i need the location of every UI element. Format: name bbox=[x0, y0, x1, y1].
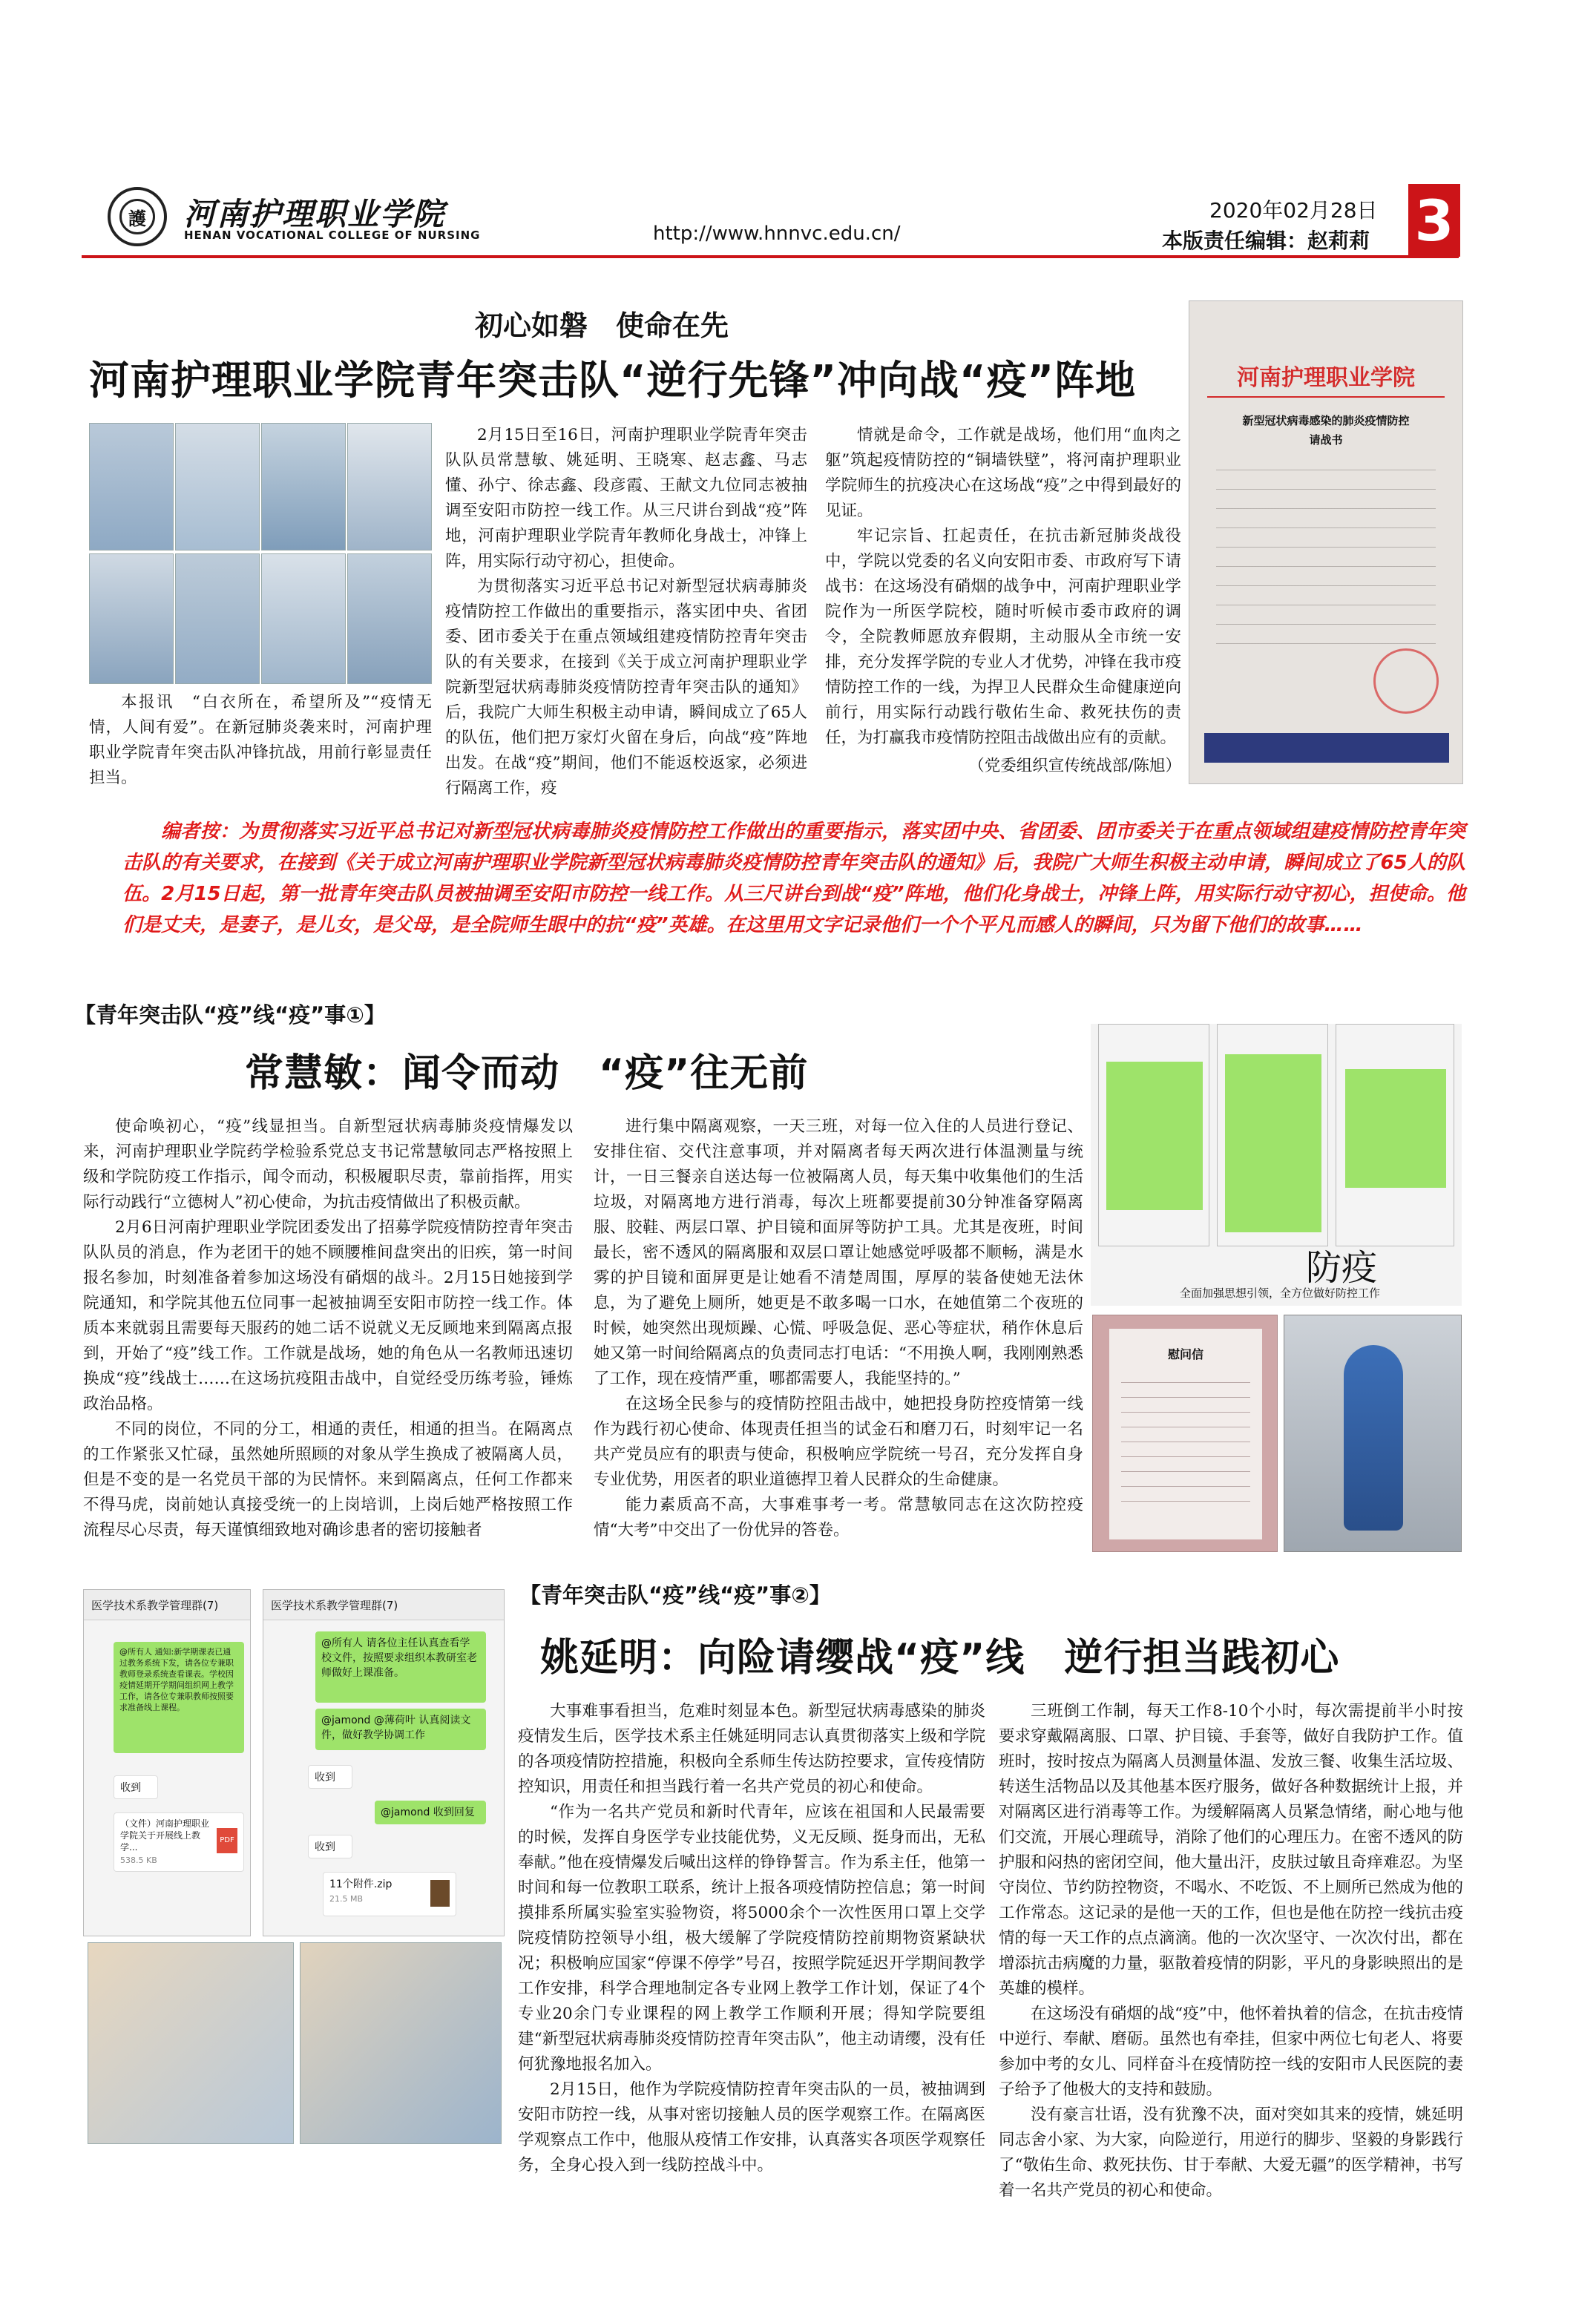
photo-team-member bbox=[261, 423, 346, 550]
condolence-letter-photo bbox=[1092, 1315, 1278, 1552]
petition-subtitle-2: 请战书 bbox=[1309, 433, 1343, 447]
article1-paragraph: 为贯彻落实习近平总书记对新型冠状病毒肺炎疫情防控工作做出的重要指示，落实团中央、省团委、团市委关于在重点领域组建疫情防控青年突击队的有关要求，在接到《关于成立河南护理职业学院新型冠状病毒肺炎疫情防控青年突击队的通知》后，我院广大师生积极主动申请，瞬间成立了65人的队伍，他们把万家灯火留在身后，向战“疫”阵地出发。在战“疫”期间，他们不能返校返家，必须进行隔离工作，疫 bbox=[445, 577, 807, 798]
petition-footer-bar bbox=[1204, 733, 1449, 763]
chat-message: @所有人 通知:新学期课表已通过教务系统下发，请各位专兼职教师登录系统查看课表。学校因疫情延期开学期间组织网上教学工作，请各位专兼职教师按照要求准备线上课程。 bbox=[114, 1642, 244, 1753]
article1-title: 河南护理职业学院青年突击队“逆行先锋”冲向战“疫”阵地 bbox=[89, 357, 1136, 404]
file-size: 538.5 KB bbox=[120, 1856, 157, 1865]
story2-column-1 bbox=[518, 1699, 985, 2178]
chat-header: 医学技术系教学管理群(7) bbox=[263, 1590, 504, 1620]
chat-reply: 收到 bbox=[114, 1775, 158, 1799]
story1-paragraph: 在这场全民参与的疫情防控阻击战中，她把投身防控疫情第一线作为践行初心使命、体现责任担当的试金石和磨刀石，时刻牢记一名共产党员应有的职责与使命，积极响应学院统一号召，充分发挥自身专业优势，用医者的职业道德捍卫着人民群众的生命健康。 bbox=[594, 1395, 1083, 1489]
story1-paragraph: 不同的岗位，不同的分工，相通的责任，相通的担当。在隔离点的工作紧张又忙碌，虽然她所照顾的对象从学生换成了被隔离人员，但是不变的是一名党员干部的为民情怀。来到隔离点，任何工作都来不得马虎，岗前她认真接受统一的上岗培训，上岗后她严格按照工作流程尽心尽责，每天谨慎细致地对确诊患者的密切接触者 bbox=[83, 1420, 573, 1539]
chat-reply: 收到 bbox=[308, 1765, 352, 1789]
photo-team-member bbox=[89, 423, 174, 550]
chat-reply: 收到 bbox=[308, 1835, 352, 1858]
story1-column-2 bbox=[594, 1114, 1083, 1543]
chat-message: @所有人 请各位主任认真查看学校文件，按照要求组织本教研室老师做好上课准备。 bbox=[315, 1631, 486, 1703]
article1-source: （党委组织宣传统战部/陈旭） bbox=[968, 757, 1181, 775]
school-name-english: HENAN VOCATIONAL COLLEGE OF NURSING bbox=[184, 229, 481, 242]
chat-header: 医学技术系教学管理群(7) bbox=[84, 1590, 250, 1620]
photo-team-member bbox=[347, 553, 432, 684]
file-name: （文件）河南护理职业学院关于开展线上教学... bbox=[120, 1818, 210, 1853]
article1-subtitle: 初心如磐 使命在先 bbox=[475, 309, 729, 342]
header-divider bbox=[82, 255, 1459, 258]
article1-paragraph: 情就是命令，工作就是战场，他们用“血肉之躯”筑起疫情防控的“铜墙铁壁”，将河南护理职业学院师生的抗疫决心在这场战“疫”之中得到最好的见证。 bbox=[825, 426, 1181, 520]
page-number-badge: 3 bbox=[1408, 184, 1460, 257]
petition-stamp bbox=[1373, 648, 1439, 714]
article1-column-1 bbox=[445, 423, 807, 801]
story1-caption-small: 全面加强思想引领，全方位做好防控工作 bbox=[1180, 1286, 1381, 1300]
photo-team-member bbox=[347, 423, 432, 550]
photo-team-member bbox=[261, 553, 346, 684]
page-editor: 本版责任编辑：赵莉莉 bbox=[1162, 229, 1370, 253]
article1-lead-paragraph: 本报讯 “白衣所在，希望所及”“疫情无情，人间有爱”。在新冠肺炎袭来时，河南护理职业学院青年突击队冲锋抗战，用前行彰显责任担当。 bbox=[89, 693, 432, 787]
chat-message: @jamond @薄荷叶 认真阅读文件，做好教学协调工作 bbox=[315, 1709, 486, 1750]
protective-suit-photo bbox=[1284, 1315, 1462, 1552]
article1-lead bbox=[89, 690, 432, 791]
story1-paragraph: 2月6日河南护理职业学院团委发出了招募学院疫情防控青年突击队队员的消息，作为老团干的她不顾腰椎间盘突出的旧疾，第一时间报名参加，时刻准备着参加这场没有硝烟的战斗。2月15日她接到学院通知，和学院其他五位同事一起被抽调至安阳市防控一线工作。体质本来就弱且需要每天服药的她二话不说就义无反顾地来到隔离点报到，开始了“疫”线工作。工作就是战场，她的角色从一名教师迅速切换成“疫”线战士……在这场抗疫阻击战中，自觉经受历练考验，锤炼政治品格。 bbox=[83, 1218, 573, 1413]
editor-note-text: 编者按：为贯彻落实习近平总书记对新型冠状病毒肺炎疫情防控工作做出的重要指示，落实团中央、省团委、团市委关于在重点领域组建疫情防控青年突击队的有关要求，在接到《关于成立河南护理职业学院新型冠状病毒肺炎疫情防控青年突击队的通知》后，我院广大师生积极主动申请，瞬间成立了65人的队伍。2月15日起，第一批青年突击队员被抽调至安阳市防控一线工作。从三尺讲台到战“疫”阵地，他们化身战士，冲锋上阵，用实际行动守初心，担使命。他们是丈夫，是妻子，是儿女，是父母，是全院师生眼中的抗“疫”英雄。在这里用文字记录他们一个个平凡而感人的瞬间，只为留下他们的故事…… bbox=[122, 821, 1465, 936]
school-name-chinese: 河南护理职业学院 bbox=[184, 196, 446, 232]
seal-inner-ring bbox=[119, 199, 155, 234]
chat-bubble bbox=[1225, 1054, 1321, 1232]
story2-series-tag: 【青年突击队“疫”线“疫”事②】 bbox=[519, 1582, 831, 1608]
chat-bubble bbox=[1345, 1069, 1446, 1188]
article1-photo-collage bbox=[89, 423, 432, 684]
story2-title: 姚延明：向险请缨战“疫”线 逆行担当践初心 bbox=[540, 1636, 1340, 1680]
chat-bubble bbox=[1106, 1062, 1203, 1210]
phone-screenshot bbox=[1098, 1024, 1209, 1246]
article1-paragraph: 牢记宗旨、扛起责任，在抗击新冠肺炎战役中，学院以党委的名义向安阳市委、市政府写下请战书：在这场没有硝烟的战争中，河南护理职业学院作为一所医学院校，随时听候市委市政府的调令，全院教师愿放弃假期，主动服从全市统一安排，充分发挥学院的专业人才优势，冲锋在我市疫情防控工作的一线，为捍卫人民群众生命健康逆向前行，用实际行动践行敬佑生命、救死扶伤的责任，为打赢我市疫情防控阻击战做出应有的贡献。 bbox=[825, 527, 1181, 747]
chat-file-attachment bbox=[323, 1872, 456, 1916]
chat-screenshot-2 bbox=[263, 1589, 505, 1936]
story2-paragraph: 三班倒工作制，每天工作8-10个小时，每次需提前半小时按要求穿戴隔离服、口罩、护目镜、手套等，做好自我防护工作。值班时，按时按点为隔离人员测量体温、发放三餐、收集生活垃圾、转送生活物品以及其他基本医疗服务，做好各种数据统计上报，并对隔离区进行消毒等工作。为缓解隔离人员紧急情绪，耐心地与他们交流，开展心理疏导，消除了他们的心理压力。在密不透风的防护服和闷热的密闭空间，他大量出汗，皮肤过敏且奇痒难忍。为坚守岗位、节约防控物资，不喝水、不吃饭、不上厕所已然成为他的工作常态。这记录的是他一天的工作，但也是他在防控一线抗击疫情的每一天工作的点点滴滴。他的一次次坚守、一次次付出，都在增添抗击病魔的力量，驱散着疫情的阴影，平凡的身影映照出的是英雄的模样。 bbox=[999, 1702, 1463, 1998]
story1-caption-big: 防疫 bbox=[1306, 1247, 1378, 1289]
story2-paragraph: 在这场没有硝烟的战“疫”中，他怀着执着的信念，在抗击疫情中逆行、奉献、磨砺。虽然也有牵挂，但家中两位七旬老人、将要参加中考的女儿、同样奋斗在疫情防控一线的安阳市人民医院的妻子给予了他极大的支持和鼓励。 bbox=[999, 2005, 1463, 2099]
photo-team-member bbox=[89, 553, 174, 684]
article1-column-2 bbox=[825, 423, 1181, 779]
website-url[interactable]: http://www.hnnvc.edu.cn/ bbox=[653, 223, 901, 245]
petition-document-photo bbox=[1189, 300, 1463, 784]
zip-file-icon bbox=[430, 1880, 450, 1907]
story1-phone-collage bbox=[1091, 1024, 1462, 1306]
file-size: 21.5 MB bbox=[329, 1894, 364, 1904]
story2-column-2 bbox=[999, 1699, 1463, 2203]
petition-title: 河南护理职业学院 bbox=[1237, 365, 1415, 391]
issue-date: 2020年02月28日 bbox=[1209, 198, 1378, 223]
story1-paragraph: 使命唤初心，“疫”线显担当。自新型冠状病毒肺炎疫情爆发以来，河南护理职业学院药学检验系党总支书记常慧敏同志严格按照上级和学院防疫工作指示，闻令而动，积极履职尽责，靠前指挥，用实际行动践行“立德树人”初心使命，为抗击疫情做出了积极贡献。 bbox=[83, 1117, 573, 1212]
editor-note bbox=[122, 816, 1465, 941]
letter-title: 慰问信 bbox=[1167, 1347, 1203, 1361]
file-name: 11个附件.zip bbox=[329, 1879, 393, 1890]
story2-paragraph: 大事难事看担当，危难时刻显本色。新型冠状病毒感染的肺炎疫情发生后，医学技术系主任姚延明同志认真贯彻落实上级和学院的各项疫情防控措施，积极向全系师生传达防控要求，宣传疫情防控知识，用责任和担当践行着一名共产党员的初心和使命。 bbox=[518, 1702, 985, 1796]
letter-text-lines bbox=[1121, 1375, 1250, 1516]
article1-paragraph: 2月15日至16日，河南护理职业学院青年突击队队员常慧敏、姚延明、王晓寒、赵志鑫、马志懂、孙宁、徐志鑫、段彦霞、王献文九位同志被抽调至安阳市防控一线工作。从三尺讲台到战“疫”阵地，河南护理职业学院青年教师化身战士，冲锋上阵，用实际行动守初心，担使命。 bbox=[445, 426, 807, 571]
phone-screenshot bbox=[1336, 1024, 1454, 1246]
story2-paragraph: 2月15日，他作为学院疫情防控青年突击队的一员，被抽调到安阳市防控一线，从事对密切接触人员的医学观察工作。在隔离医学观察点工作中，他服从疫情工作安排，认真落实各项医学观察任务，全身心投入到一线防控战斗中。 bbox=[518, 2080, 985, 2175]
photo-at-isolation-site bbox=[88, 1942, 294, 2144]
school-seal-logo bbox=[108, 187, 167, 246]
petition-body-text bbox=[1216, 461, 1436, 646]
photo-team-member bbox=[175, 423, 260, 550]
petition-red-rule bbox=[1207, 396, 1445, 398]
chat-message: @jamond 收到回复 bbox=[375, 1801, 486, 1824]
seal-character: 護 bbox=[128, 207, 146, 229]
story1-paragraph: 进行集中隔离观察，一天三班，对每一位入住的人员进行登记、安排住宿、交代注意事项，并对隔离者每天两次进行体温测量与统计，一日三餐亲自送达每一位被隔离人员，每天集中收集他们的生活垃圾，对隔离地方进行消毒，每次上班都要提前30分钟准备穿隔离服、胶鞋、两层口罩、护目镜和面屏等防护工具。尤其是夜班，时间最长，密不透风的隔离服和双层口罩让她感觉呼吸都不顺畅，满是水雾的护目镜和面屏更是让她看不清楚周围，厚厚的装备使她无法休息，为了避免上厕所，她更是不敢多喝一口水，在她值第二个夜班的时候，她突然出现烦躁、心慌、呼吸急促、恶心等症状，稍作休息后她又第一时间给隔离点的负责同志打电话：“不用换人啊，我刚刚熟悉了工作，现在疫情严重，哪都需要人，我能坚持的。” bbox=[594, 1117, 1083, 1388]
story2-paragraph: 没有豪言壮语，没有犹豫不决，面对突如其来的疫情，姚延明同志舍小家、为大家，向险逆行，用逆行的脚步、坚毅的身影践行了“敬佑生命、救死扶伤、甘于奉献、大爱无疆”的医学精神，书写着一名共产党员的初心和使命。 bbox=[999, 2106, 1463, 2200]
story1-paragraph: 能力素质高不高，大事难事考一考。常慧敏同志在这次防控疫情“大考”中交出了一份优异的答卷。 bbox=[594, 1496, 1083, 1539]
story2-paragraph: “作为一名共产党员和新时代青年，应该在祖国和人民最需要的时候，发挥自身医学专业技能优势，义无反顾、挺身而出，无私奉献。”他在疫情爆发后喊出这样的铮铮誓言。作为系主任，他第一时间和每一位教职工联系，统计上报各项疫情防控信息；第一时间摸排系所属实验室实验物资，将5000余个一次性医用口罩上交学院疫情防控领导小组，极大缓解了学院疫情防控前期物资紧缺状况；积极响应国家“停课不停学”号召，按照学院延迟开学期间教学工作安排，科学合理地制定各专业网上教学工作计划，保证了4个专业20余门专业课程的网上教学工作顺利开展；得知学院要组建“新型冠状病毒肺炎疫情防控青年突击队”，他主动请缨，没有任何犹豫地报名加入。 bbox=[518, 1803, 985, 2074]
chat-file-attachment bbox=[114, 1812, 244, 1872]
person-in-hazmat-suit bbox=[1344, 1345, 1403, 1531]
photo-at-isolation-site bbox=[300, 1942, 502, 2144]
pdf-file-icon: PDF bbox=[217, 1828, 237, 1853]
story1-series-tag: 【青年突击队“疫”线“疫”事①】 bbox=[74, 1002, 386, 1028]
petition-subtitle: 新型冠状病毒感染的肺炎疫情防控 bbox=[1242, 414, 1410, 427]
phone-screenshot bbox=[1217, 1024, 1328, 1246]
story1-title: 常慧敏：闻令而动 “疫”往无前 bbox=[245, 1051, 809, 1096]
chat-screenshot-1 bbox=[83, 1589, 251, 1936]
story1-column-1 bbox=[83, 1114, 573, 1543]
photo-team-member bbox=[175, 553, 260, 684]
